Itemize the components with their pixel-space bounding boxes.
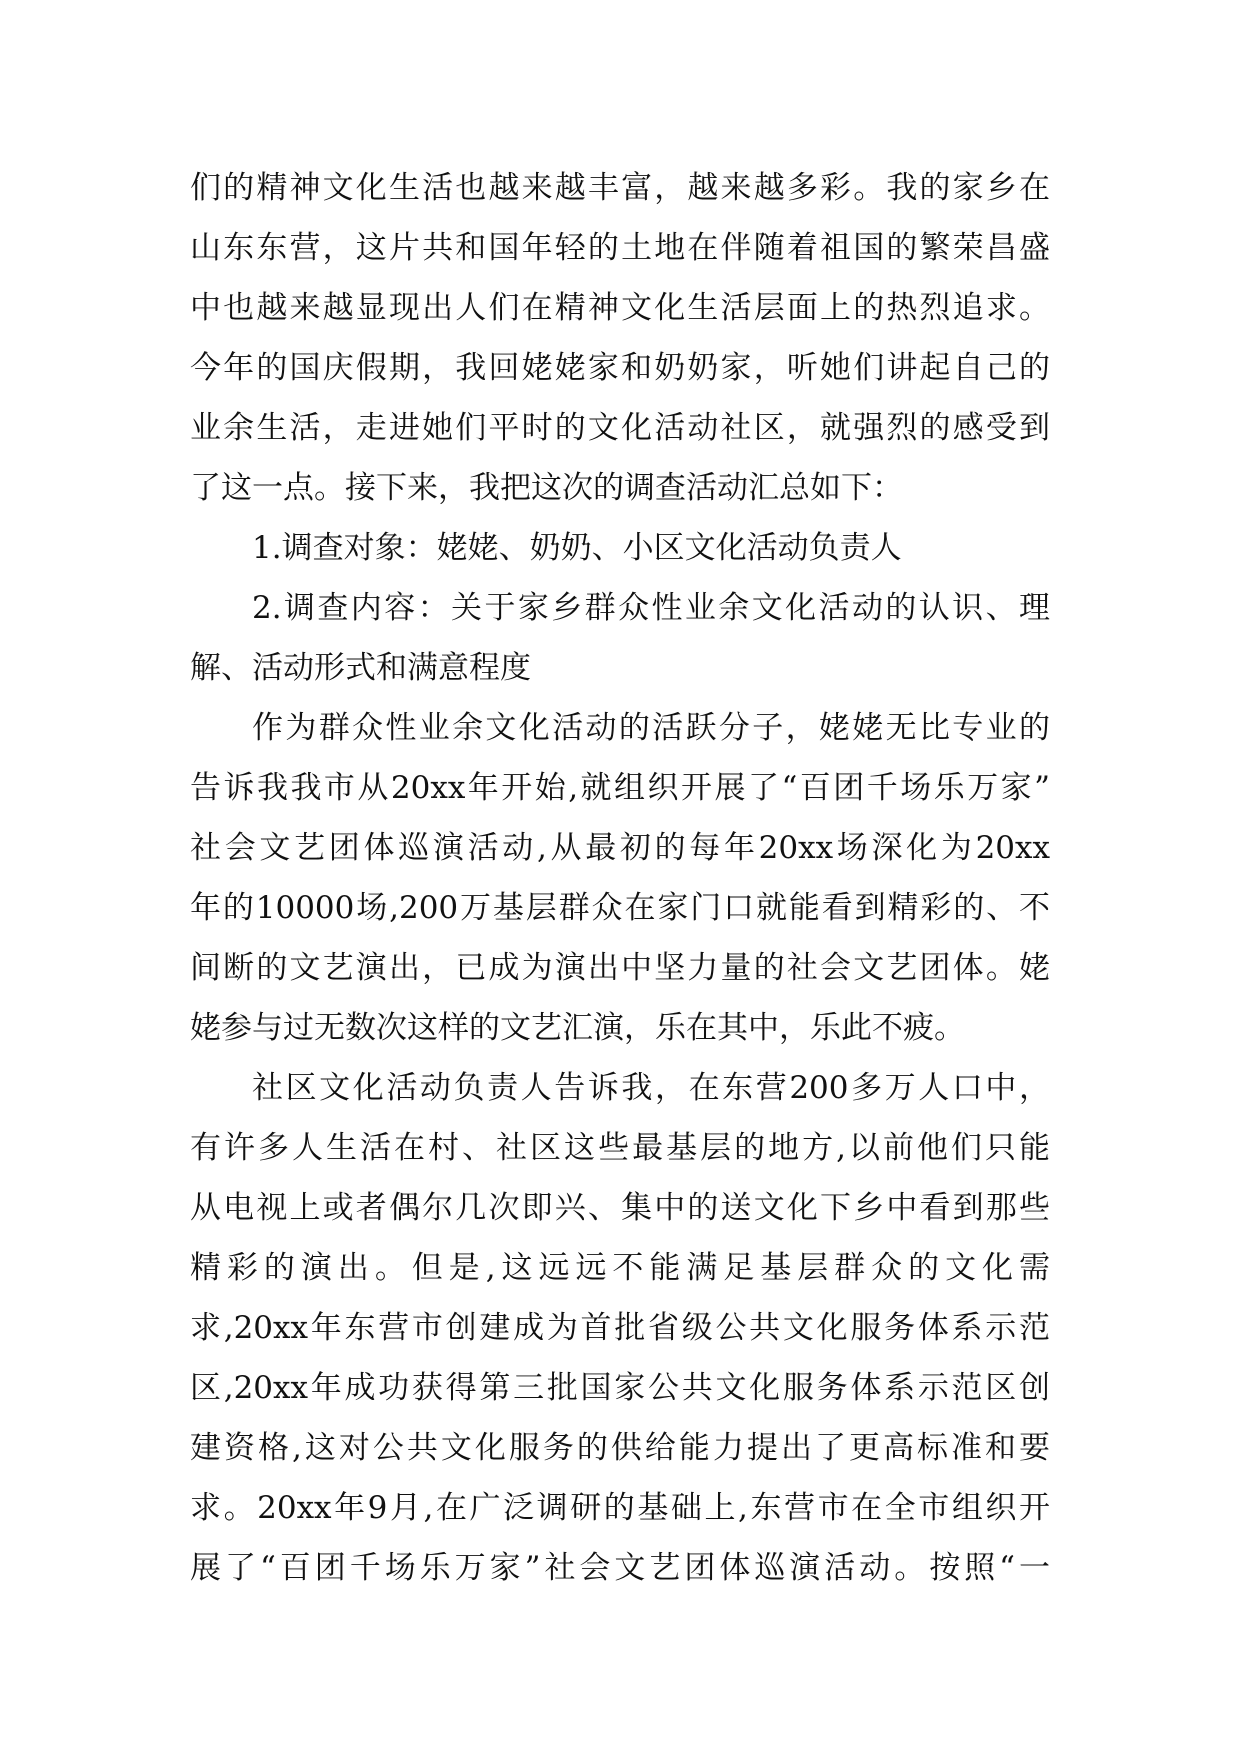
paragraph-3 — [190, 578, 1050, 698]
text-line: 中也越来越显现出人们在精神文化生活层面上的热烈追求。 — [190, 290, 1050, 326]
text-line: 区,20xx年成功获得第三批国家公共文化服务体系示范区创 — [190, 1370, 1050, 1406]
text-line: 建资格,这对公共文化服务的供给能力提出了更高标准和要 — [190, 1430, 1050, 1466]
document-body — [190, 158, 1050, 1598]
text-line: 告诉我我市从20xx年开始,就组织开展了“百团千场乐万家” — [190, 770, 1050, 806]
text-line: 从电视上或者偶尔几次即兴、集中的送文化下乡中看到那些 — [190, 1190, 1050, 1226]
text-line: 解、活动形式和满意程度 — [190, 650, 531, 686]
text-line: 山东东营，这片共和国年轻的土地在伴随着祖国的繁荣昌盛 — [190, 230, 1050, 266]
text-line: 2.调查内容：关于家乡群众性业余文化活动的认识、理 — [252, 590, 1050, 626]
paragraph-4 — [190, 698, 1050, 1058]
paragraph-1 — [190, 158, 1050, 518]
text-line: 求。20xx年9月,在广泛调研的基础上,东营市在全市组织开 — [190, 1490, 1050, 1526]
text-line: 社区文化活动负责人告诉我，在东营200多万人口中， — [252, 1070, 1050, 1106]
paragraph-2 — [190, 518, 1050, 578]
text-line: 展了“百团千场乐万家”社会文艺团体巡演活动。按照“一 — [190, 1550, 1050, 1586]
text-line: 求,20xx年东营市创建成为首批省级公共文化服务体系示范 — [190, 1310, 1050, 1346]
text-line: 间断的文艺演出，已成为演出中坚力量的社会文艺团体。姥 — [190, 950, 1050, 986]
text-line: 们的精神文化生活也越来越丰富，越来越多彩。我的家乡在 — [190, 170, 1050, 206]
text-line: 年的10000场,200万基层群众在家门口就能看到精彩的、不 — [190, 890, 1050, 926]
text-line: 1.调查对象：姥姥、奶奶、小区文化活动负责人 — [252, 530, 902, 566]
text-line: 有许多人生活在村、社区这些最基层的地方,以前他们只能 — [190, 1130, 1050, 1166]
paragraph-5 — [190, 1058, 1050, 1598]
text-line: 精彩的演出。但是,这远远不能满足基层群众的文化需 — [190, 1250, 1050, 1286]
text-line: 今年的国庆假期，我回姥姥家和奶奶家，听她们讲起自己的 — [190, 350, 1050, 386]
text-line: 姥参与过无数次这样的文艺汇演，乐在其中，乐此不疲。 — [190, 1010, 965, 1046]
text-line: 社会文艺团体巡演活动,从最初的每年20xx场深化为20xx — [190, 830, 1050, 866]
text-line: 业余生活，走进她们平时的文化活动社区，就强烈的感受到 — [190, 410, 1050, 446]
text-line: 作为群众性业余文化活动的活跃分子，姥姥无比专业的 — [252, 710, 1050, 746]
text-line: 了这一点。接下来，我把这次的调查活动汇总如下： — [190, 470, 903, 506]
